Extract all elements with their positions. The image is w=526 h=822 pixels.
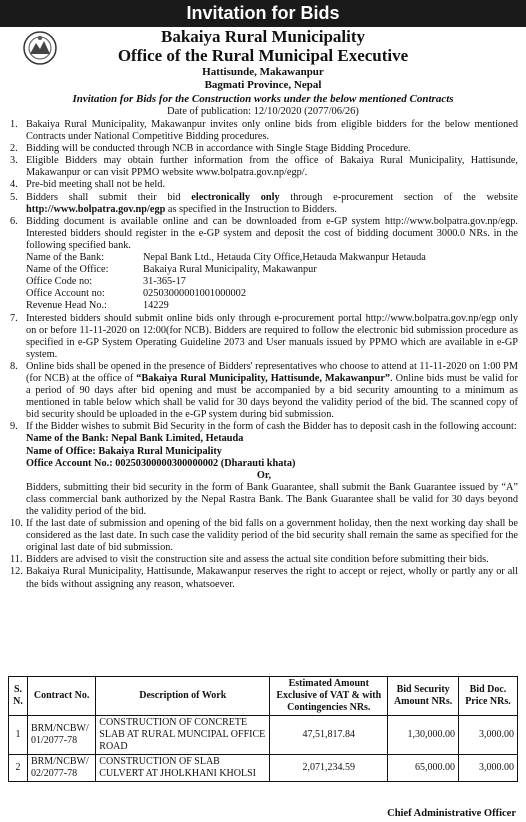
cell-security: 65,000.00 [388, 755, 459, 782]
list-item [10, 313, 518, 361]
cell-contract: BRM/NCBW/ 01/2077-78 [27, 716, 95, 755]
item-text-bold: “Bakaiya Rural Municipality, Hattisunde, Makawanpur” [136, 372, 391, 384]
subtitle: Invitation for Bids for the Construction works under the below mentioned Contracts [72, 93, 454, 105]
list-item [10, 554, 518, 566]
item-number: 4. [10, 179, 18, 191]
item-number: 6. [10, 215, 18, 227]
notice-body [10, 119, 518, 591]
table-row [9, 755, 518, 782]
bank-details [26, 252, 518, 312]
column-header-price: Bid Doc. Price NRs. [458, 677, 517, 716]
province: Bagmati Province, Nepal [204, 79, 322, 91]
cell-description: CONSTRUCTION OF CONCRETE SLAB AT RURAL MUNCIPAL OFFICE ROAD [96, 716, 270, 755]
cell-amount: 2,071,234.59 [270, 755, 388, 782]
column-header-description: Description of Work [96, 677, 270, 716]
contracts-table [8, 676, 518, 782]
table-header-row [9, 677, 518, 716]
list-item [10, 155, 518, 179]
cell-price: 3,000.00 [458, 716, 517, 755]
item-text: Bidders are advised to visit the construction site and assess the actual site condition before submitting their bids. [26, 554, 489, 566]
bank-value: 31-365-17 [143, 276, 186, 288]
column-header-security: Bid Security Amount NRs. [388, 677, 459, 716]
publication-date: Date of publication: 12/10/2020 (2077/06/26) [167, 106, 359, 117]
item-text: Bidders, submitting their bid security in the form of Bank Guarantee, shall submit the Bank Guarantee issued by “A” class commercial bank authorized by the Nepal Rastra Bank. The Bank Guarantee shall be valid for 30 days beyond the validity period of the bid. [26, 481, 518, 517]
item-text: If the last date of submission and opening of the bid falls on a government holiday, then the next working day shall be considered as the last date. In such case the validity period of the bid security shall remain the same as specified for the original last date of bid submission. [26, 518, 518, 554]
cell-description: CONSTRUCTION OF SLAB CULVERT AT JHOLKHANI KHOLSI [96, 755, 270, 782]
bank-label: Office Code no: [26, 276, 93, 288]
bank-value: Bakaiya Rural Municipality, Makawanpur [143, 264, 317, 276]
item-number: 7. [10, 312, 18, 324]
item-text: Bakaiya Rural Municipality, Makawanpur invites only online bids from eligible bidders for the below mentioned Contracts under National Competitive Bidding procedures. [26, 119, 518, 143]
bank-label: Name of the Office: [26, 264, 109, 276]
item-number: 8. [10, 360, 18, 372]
cell-sn: 2 [9, 755, 28, 782]
bank-value: 14229 [143, 300, 169, 312]
item-text-bold: electronically only [191, 191, 280, 203]
website-link[interactable]: http://www.bolpatra.gov.np/egp [26, 203, 166, 215]
office-name: Office of the Rural Municipal Executive [117, 46, 409, 65]
table-row [9, 716, 518, 755]
item-number: 9. [10, 421, 18, 433]
item-number: 11. [10, 554, 23, 566]
bank-value: Nepal Bank Ltd., Hetauda City Office,Hetauda Makwanpur Hetauda [143, 252, 426, 264]
cell-price: 3,000.00 [458, 755, 517, 782]
list-item [10, 216, 518, 252]
list-item [10, 179, 518, 191]
list-item [10, 119, 518, 143]
item-number: 1. [10, 119, 18, 130]
list-item [10, 421, 518, 433]
item-text: Bidding document is available online and can be downloaded from e-GP system http://www.bolpatra.gov.np/egp. Interested bidders should register in the e-GP system and deposit the cost of bidding document 3000.0 NRs. in the following specified bank. [26, 215, 518, 251]
banner-title: Invitation for Bids [0, 0, 526, 27]
cell-sn: 1 [9, 716, 28, 755]
item-text: . Online bids must be valid for a period of 90 days after bid opening and must be accompanied by a bid security amounting to a minimum as mentioned in table below which shall be valid for 30 days beyond the validity period of the bid. The scanned copy of bid security should be uploaded in the e-GP system during bid submission. [26, 372, 518, 421]
bank-label: Revenue Head No.: [26, 300, 107, 312]
bank-label: Name of the Bank: [26, 252, 105, 264]
item-text: Bidding will be conducted through NCB in accordance with Single Stage Bidding Procedure. [26, 143, 411, 155]
item-text: Online bids shall be opened in the presence of Bidders' representatives who choose to attend at 11-11-2020 on 1:00 PM (for NCB) at the office of [26, 360, 518, 384]
list-item [10, 143, 518, 155]
cell-amount: 47,51,817.84 [270, 716, 388, 755]
item-text: through e-procurement section of the website [279, 191, 518, 203]
list-item [10, 192, 518, 216]
bank-label: Office Account no: [26, 288, 105, 300]
cell-security: 1,30,000.00 [388, 716, 459, 755]
column-header-sn: S. N. [9, 677, 28, 716]
list-item [10, 518, 518, 554]
item-text: Interested bidders should submit online bids only through e-procurement portal http://www.bolpatra.gov.np/egp only on or before 11-11-2020 on 12:00(for NCB). Bidders are required to follow the electronic bid submission procedure as specified in e-GP System Operating Guideline 2073 and User manuals issued by PPMO which are available in e-GP system. [26, 312, 518, 360]
account-line: Name of the Bank: Nepal Bank Limited, Hetauda [26, 433, 244, 445]
item-number: 3. [10, 155, 18, 167]
item-text: Eligible Bidders may obtain further information from the office of Bakaiya Rural Municipality, Hattisunde, Makawanpur or can visit PPMO website www.bolpatra.gov.np/egp/. [26, 155, 518, 179]
list-item [10, 361, 518, 421]
item-number: 10. [10, 518, 23, 530]
signature-title: Chief Administrative Officer [387, 808, 516, 819]
item-text: Bakaiya Rural Municipality, Hattisunde, Makawanpur reserves the right to accept or reject, wholly or partly any or all the bids without assigning any reason, whatsoever. [26, 566, 518, 590]
location: Hattisunde, Makawanpur [202, 66, 324, 78]
item-text: Bidders shall submit their bid [26, 191, 192, 203]
item-text: Pre-bid meeting shall not be held. [26, 179, 165, 191]
list-item [10, 566, 518, 590]
item-number: 2. [10, 143, 18, 155]
column-header-contract: Contract No. [27, 677, 95, 716]
account-line: Name of Office: Bakaiya Rural Municipality [26, 445, 222, 457]
or-separator: Or, [256, 469, 272, 481]
bank-value: 02503000001001000002 [143, 288, 246, 300]
item-text: If the Bidder wishes to submit Bid Security in the form of cash the Bidder has to deposit cash in the following account: [26, 421, 517, 433]
item-number: 12. [10, 566, 23, 578]
cell-contract: BRM/NCBW/ 02/2077-78 [27, 755, 95, 782]
item-number: 5. [10, 191, 18, 203]
item-text: as specified in the Instruction to Bidders. [165, 203, 337, 215]
account-line: Office Account No.: 00250300000300000002 (Dharauti khata) [26, 457, 296, 469]
municipality-name: Bakaiya Rural Municipality [160, 27, 366, 46]
column-header-amount: Estimated Amount Exclusive of VAT & with Contingencies NRs. [270, 677, 388, 716]
